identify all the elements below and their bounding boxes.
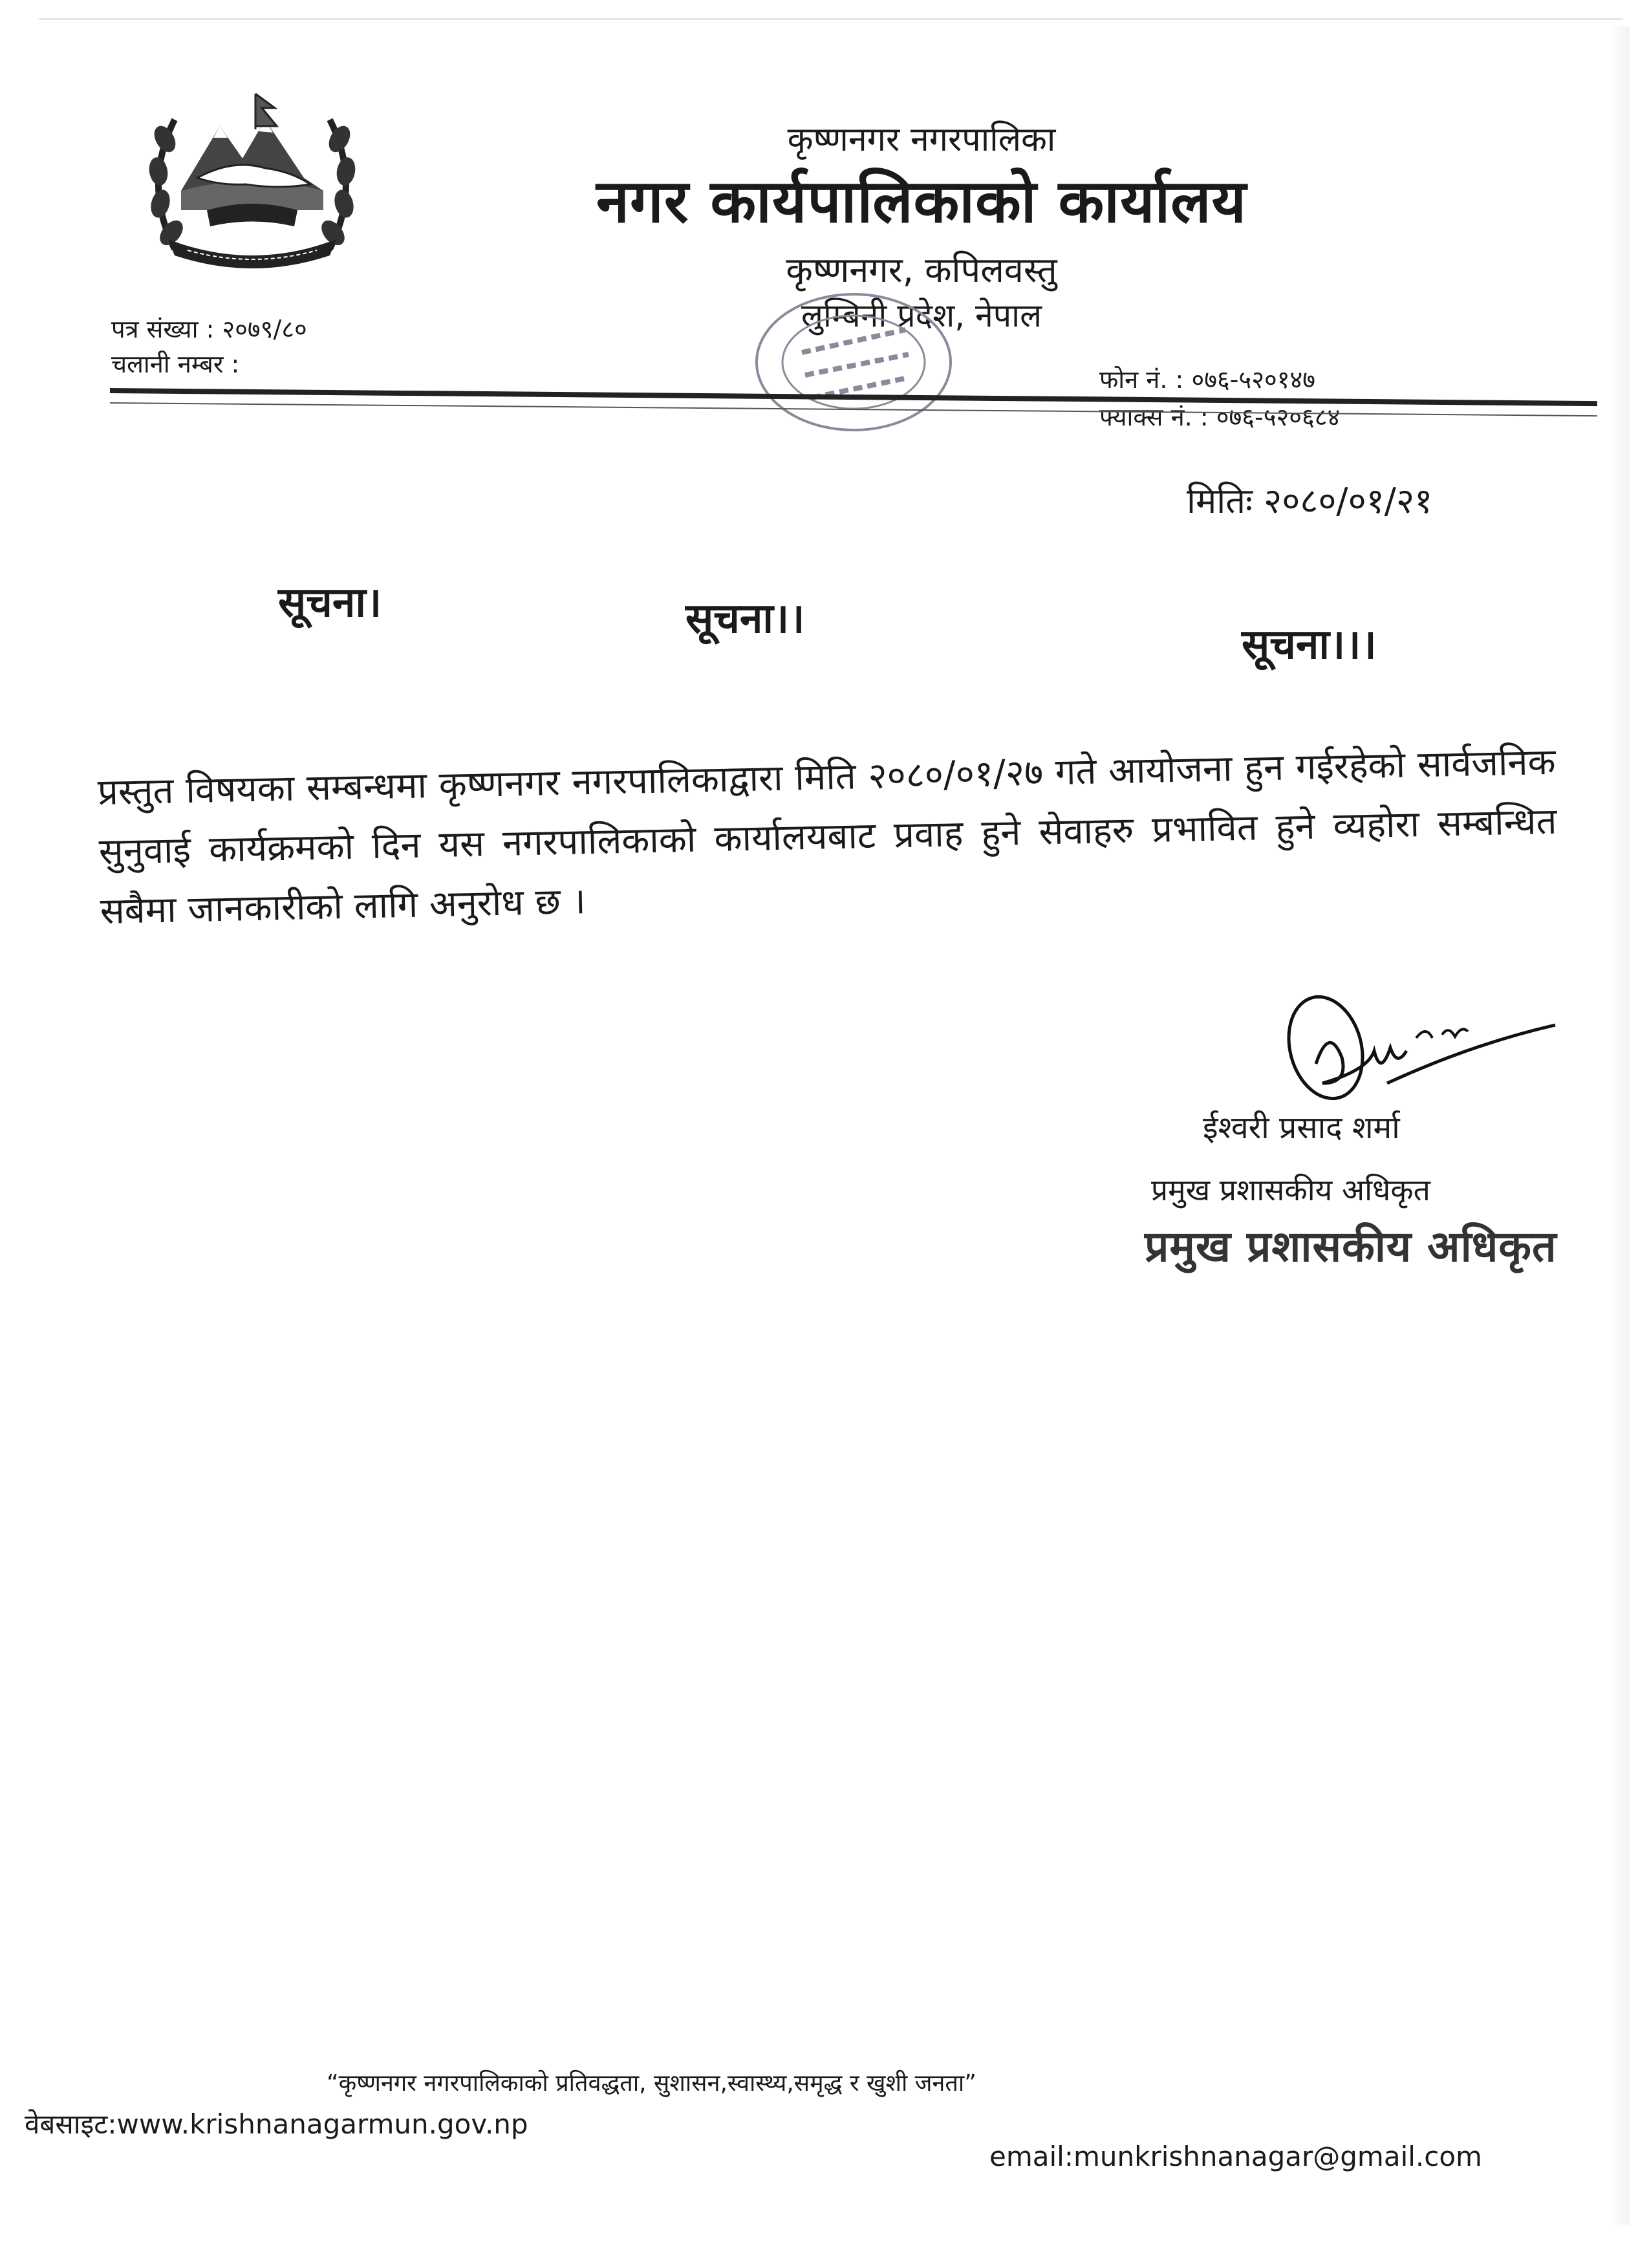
footer-slogan: “कृष्णनगर नगरपालिकाको प्रतिवद्धता, सुशासन,स्वास्थ्य,समृद्ध र खुशी जनता” [327,2070,976,2097]
phone-number: फोन नं. : ०७६-५२०१४७ [1099,365,1315,394]
notice-body: प्रस्तुत विषयका सम्बन्धमा कृष्णनगर नगरपालिकाद्वारा मिति २०८०/०१/२७ गते आयोजना हुन गईरहेको सार्वजनिक सुनुवाई कार्यक्रमको दिन यस नगरपालिकाको कार्यालयबाट प्रवाह हुने सेवाहरु प्रभावित हुने व्यहोरा सम्बन्धित सबैमा जानकारीको लागि अनुरोध छ । [97,740,1558,933]
scan-shadow [1610,26,1630,2225]
office-province: लुम्बिनी प्रदेश, नेपाल [801,297,1042,334]
office-address: कृष्णनगर, कपिलवस्तु [786,250,1057,290]
office-name: नगर कार्यपालिकाको कार्यालय [596,167,1247,236]
notice-heading: सूचना। [278,579,382,627]
signatory-stamp: प्रमुख प्रशासकीय अधिकृत [1145,1222,1557,1271]
municipality-name: कृष्णनगर नगरपालिका [787,120,1056,159]
fax-number: फ्याक्स नं. : ०७६-५२०६८४ [1099,403,1341,431]
scan-edge [39,18,1623,20]
footer-website[interactable]: वेबसाइट:www.krishnanagarmun.gov.np [25,2108,528,2140]
dispatch-number: चलानी नम्बर : [111,350,240,378]
signatory-title: प्रमुख प्रशासकीय अधिकृत [1151,1172,1430,1207]
notice-heading: सूचना।। [685,595,805,643]
letter-date: मितिः २०८०/०१/२१ [1187,481,1433,521]
footer-email[interactable]: email:munkrishnanagar@gmail.com [989,2141,1482,2172]
office-seal-icon [744,285,964,440]
signature-icon [1277,986,1562,1122]
signatory-name: ईश्वरी प्रसाद शर्मा [1203,1110,1400,1146]
letter-number: पत्र संख्या : २०७९/८० [111,315,307,343]
notice-heading: सूचना।।। [1242,621,1377,669]
